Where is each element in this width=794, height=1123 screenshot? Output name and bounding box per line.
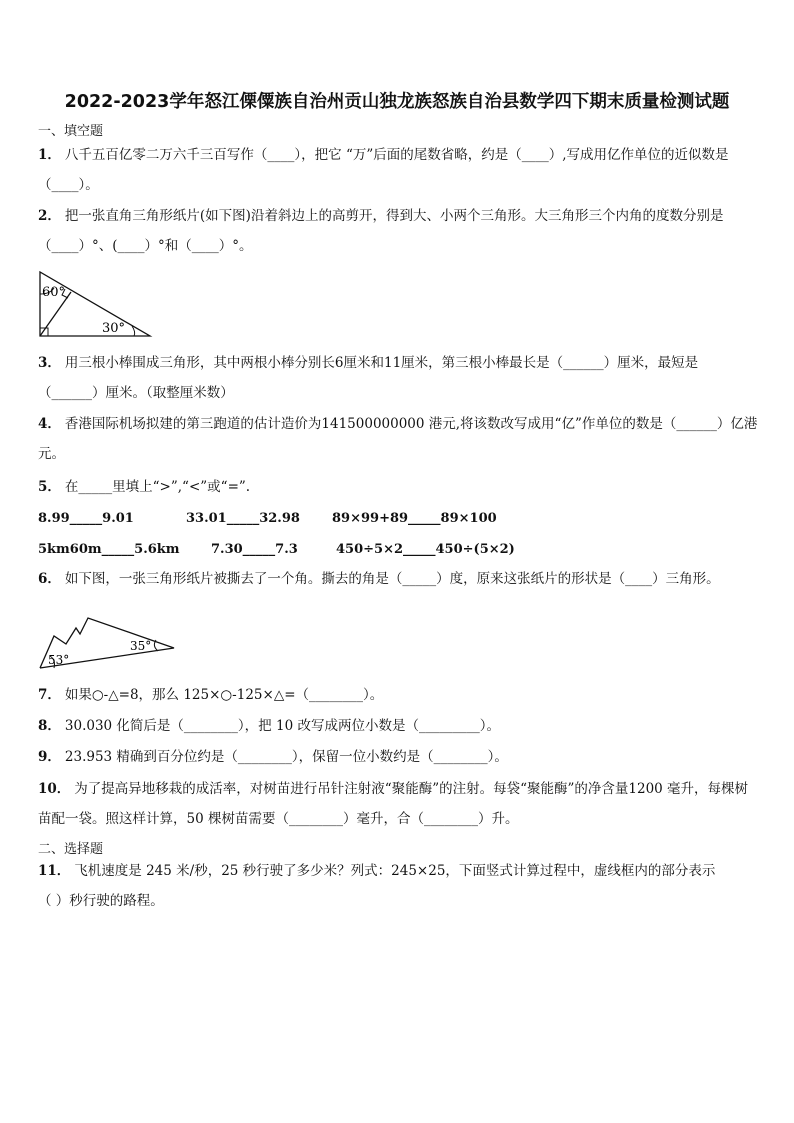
- question-2-line-2: （____）°、(____）°和（____）°。: [38, 238, 253, 254]
- triangle-outline: [40, 272, 150, 336]
- compare-item-5: 7.30_____7.3: [211, 542, 298, 557]
- compare-item-3: 89×99+89_____89×100: [332, 511, 497, 526]
- question-4: 4． 香港国际机场拟建的第三跑道的估计造价为141500000000 港元,将该数改写成用“亿”作单位的数是（______）亿港 元。: [38, 409, 760, 469]
- question-8-line-1: 30.030 化简后是（________），把 10 改写成两位小数是（_________）。: [64, 718, 500, 734]
- question-10-line-2: 苗配一袋。照这样计算，50 棵树苗需要（________）毫升，合（________）升。: [38, 811, 519, 827]
- question-11-line-2: （ ）秒行驶的路程。: [38, 893, 164, 909]
- question-2-line-1: 把一张直角三角形纸片(如下图)沿着斜边上的高剪开，得到大、小两个三角形。大三角形三个内角的度数分别是: [64, 208, 724, 224]
- question-3-line-2: （______）厘米。（取整厘米数）: [38, 385, 234, 401]
- question-5: 5． 在_____里填上“>”,“<”或“=”.: [38, 479, 251, 495]
- section-fill-heading: 一、填空题: [38, 124, 104, 139]
- question-6-line-1: 如下图，一张三角形纸片被撕去了一个角。撕去的角是（_____）度，原来这张纸片的形状是（____）三角形。: [64, 571, 720, 587]
- angle-label-53: 53°: [48, 653, 70, 667]
- angle-label-60: 60°: [42, 285, 66, 300]
- page-title: 2022-2023学年怒江傈僳族自治州贡山独龙族怒族自治县数学四下期末质量检测试题: [64, 92, 730, 112]
- question-8: 8． 30.030 化简后是（________），把 10 改写成两位小数是（_________）。: [38, 718, 500, 734]
- question-10: 10． 为了提高异地移栽的成活率，对树苗进行吊针注射液“聚能酶”的注射。每袋“聚能酶”的净含量1200 毫升，每棵树 苗配一袋。照这样计算，50 棵树苗需要（________）毫升，合（________）升。: [38, 774, 760, 834]
- question-3-line-1: 用三根小棒围成三角形，其中两根小棒分别长6厘米和11厘米，第三根小棒最长是（______）厘米，最短是: [64, 355, 699, 371]
- compare-item-1: 8.99_____9.01: [38, 511, 134, 526]
- question-1-line-1: 八千五百亿零二万六千三百写作（____），把它 “万”后面的尾数省略，约是（____）,写成用亿作单位的近似数是: [64, 147, 729, 163]
- torn-triangle-figure: [36, 614, 180, 672]
- question-10-line-1: 为了提高异地移栽的成活率，对树苗进行吊针注射液“聚能酶”的注射。每袋“聚能酶”的净含量1200 毫升，每棵树: [74, 781, 749, 797]
- compare-item-4: 5km60m_____5.6km: [38, 542, 180, 557]
- angle-label-35: 35°: [130, 639, 152, 653]
- question-11-line-1: 飞机速度是 245 米/秒，25 秒行驶了多少米？列式：245×25，下面竖式计算过程中，虚线框内的部分表示: [74, 863, 716, 879]
- question-5-line-1: 在_____里填上“>”,“<”或“=”.: [64, 479, 251, 495]
- question-2: 2． 把一张直角三角形纸片(如下图)沿着斜边上的高剪开，得到大、小两个三角形。大三角形三个内角的度数分别是 （____）°、(____）°和（____）°。: [38, 201, 760, 261]
- question-4-line-1: 香港国际机场拟建的第三跑道的估计造价为141500000000 港元,将该数改写成用“亿”作单位的数是（______）亿港: [64, 416, 758, 432]
- question-1: 1． 八千五百亿零二万六千三百写作（____），把它 “万”后面的尾数省略，约是（____）,写成用亿作单位的近似数是 （____）。: [38, 140, 760, 200]
- question-9: 9． 23.953 精确到百分位约是（________），保留一位小数约是（________）。: [38, 749, 508, 765]
- question-6: 6． 如下图，一张三角形纸片被撕去了一个角。撕去的角是（_____）度，原来这张纸片的形状是（____）三角形。: [38, 571, 720, 587]
- question-7-line-1: 如果○-△=8，那么 125×○-125×△=（________）。: [64, 687, 384, 703]
- right-triangle-figure: [36, 268, 156, 340]
- question-3: 3． 用三根小棒围成三角形，其中两根小棒分别长6厘米和11厘米，第三根小棒最长是（______）厘米，最短是 （______）厘米。（取整厘米数）: [38, 348, 760, 408]
- question-7: 7． 如果○-△=8，那么 125×○-125×△=（________）。: [38, 687, 384, 703]
- question-1-line-2: （____）。: [38, 177, 99, 193]
- question-11: 11． 飞机速度是 245 米/秒，25 秒行驶了多少米？列式：245×25，下面竖式计算过程中，虚线框内的部分表示 （ ）秒行驶的路程。: [38, 856, 760, 916]
- compare-item-6: 450÷5×2_____450÷(5×2): [336, 542, 515, 557]
- section-choice-heading: 二、选择题: [38, 842, 104, 857]
- angle-label-30: 30°: [102, 321, 126, 336]
- compare-item-2: 33.01_____32.98: [186, 511, 300, 526]
- question-9-line-1: 23.953 精确到百分位约是（________），保留一位小数约是（________）。: [64, 749, 508, 765]
- question-4-line-2: 元。: [38, 446, 65, 462]
